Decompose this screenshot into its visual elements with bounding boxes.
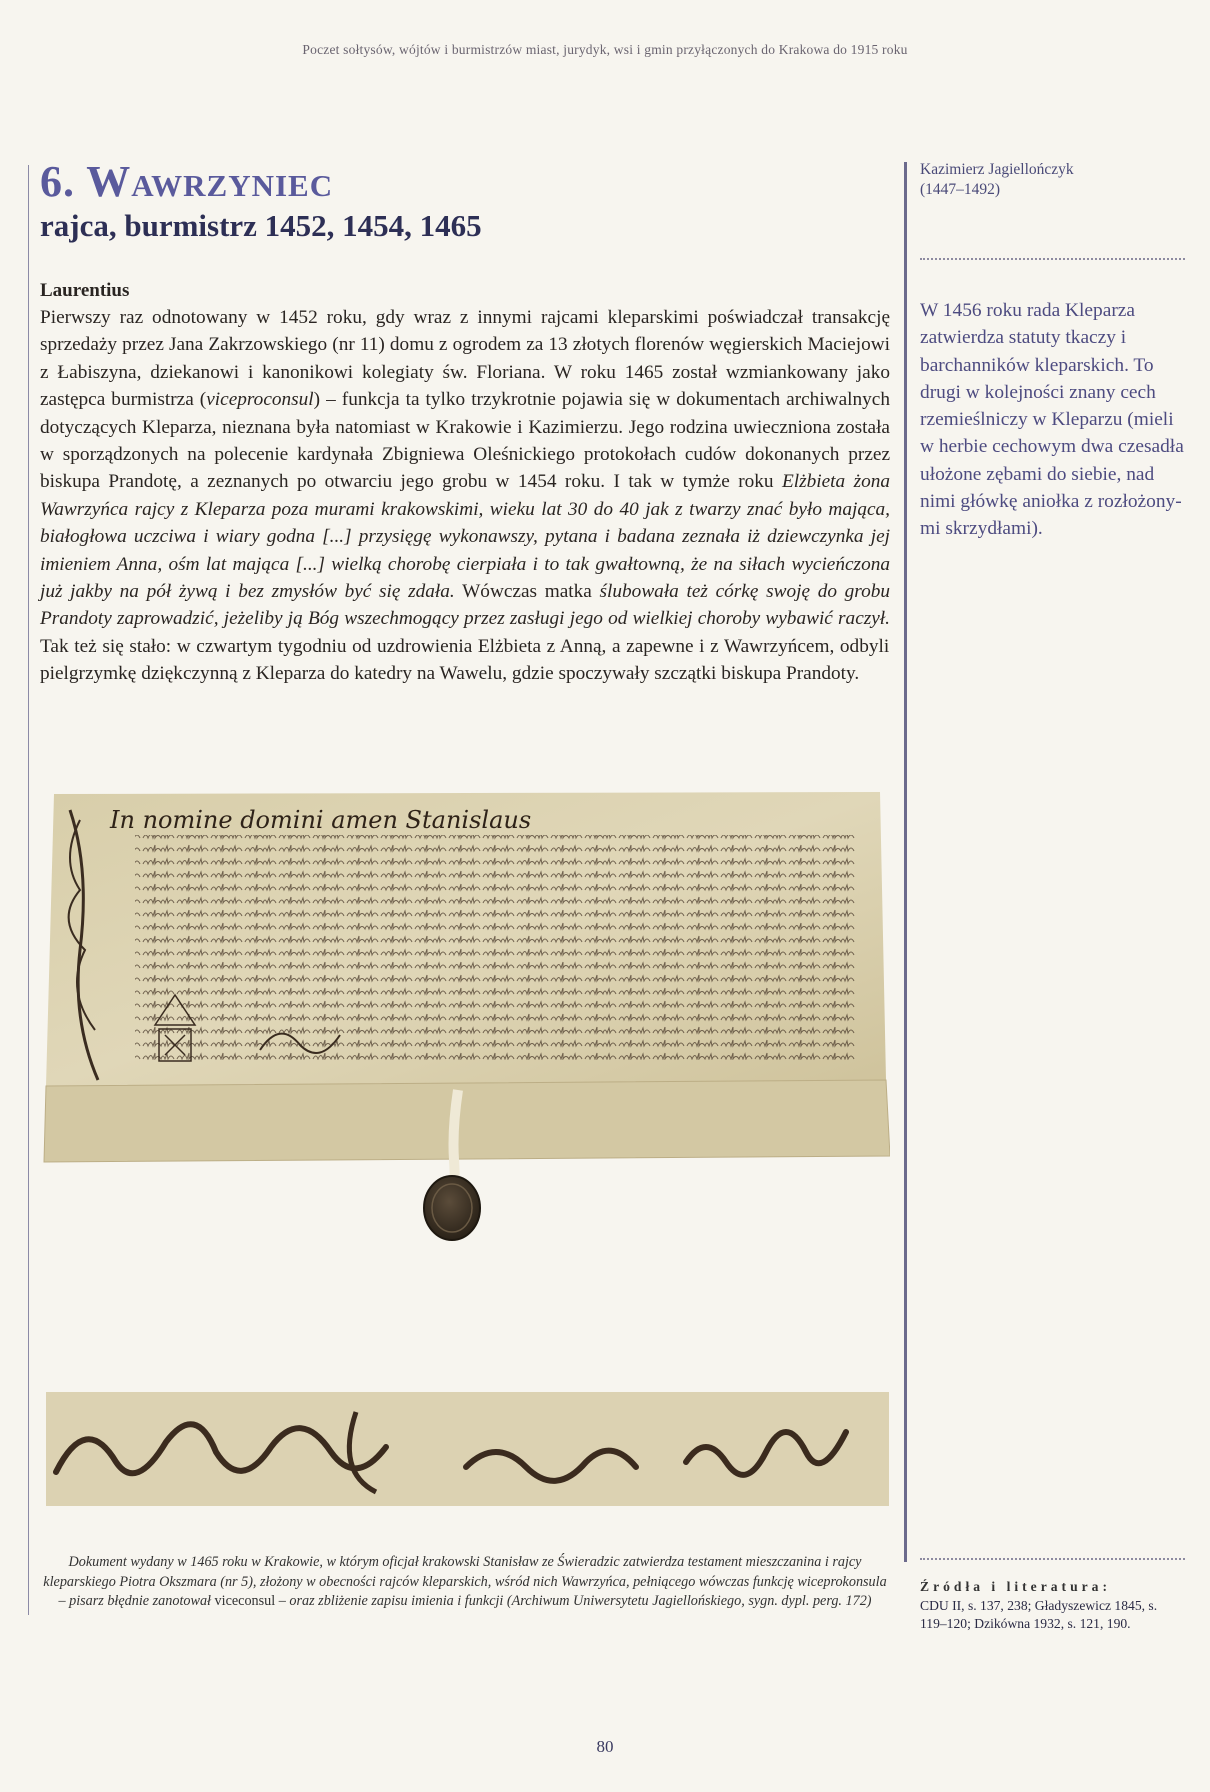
parchment-document-image (40, 790, 890, 1260)
ruler-info (920, 160, 1185, 200)
script-body-lines (135, 835, 855, 1060)
term-viceproconsul: viceproconsul (206, 389, 314, 411)
caption-part-1: Dokument wydany w 1465 roku w Krakowie, w którym oficjał krakowski Stanisław ze Świeradzic zatwierdza testament mieszczanina i rajcy kleparskiego Piotra Okszmara (nr 5), złożony w obecności rajców kleparskich, wśród nich Wawrzyńca, pełniącego wówczas funkcję wiceprokonsula – pisarz błędnie zanotował (43, 1554, 887, 1609)
article-body (40, 304, 890, 688)
heading-script: In nomine domini amen Stanislaus (110, 806, 532, 834)
sources-block (920, 1578, 1185, 1634)
ruler-years: (1447–1492) (920, 181, 1001, 198)
ruler-name: Kazimierz Jagiellończyk (920, 161, 1074, 178)
latin-name: Laurentius (40, 280, 130, 301)
vow-quote: ślubowała też córkę swoję do grobu Prandoty zaprowadzić, jeżeliby ją Bóg wszechmogący przez zasługi jego od wielkiej choroby wybawić raczył. (40, 581, 891, 630)
sources-text: CDU II, s. 137, 238; Gładyszewicz 1845, s. 119–120; Dzikówna 1932, s. 121, 190. (920, 1597, 1158, 1631)
sources-label: Źródła i literatura: (920, 1579, 1111, 1594)
parchment-fold (44, 1080, 890, 1162)
sidebar-column-rule (904, 162, 907, 1562)
body-part-3: Wówczas matka (454, 581, 600, 603)
sidebar-divider-sources (920, 1558, 1185, 1560)
body-part-4: Tak też się stało: w czwartym tygodniu od uzdrowienia Elżbieta z Anną, a zapewne i z Wawrzyńcem, odbyli pielgrzymkę dziękczynną z Kleparza do katedry na Wawelu, gdzie spoczywały szczątki biskupa Prandoty. (40, 635, 890, 685)
figure-caption (40, 1553, 890, 1612)
sidebar-note: W 1456 roku rada Kleparza zatwierdza statuty tkaczy i barchanników kleparskich. To drugi w kolejności znany cech rzemieślniczy w Kleparzu (mieli w herbie cechowym dwa czesadła ułożone zębami do siebie, nad nimi główkę aniołka z rozłożonymi skrzydłami). (920, 300, 1184, 540)
article-main (40, 158, 890, 688)
chapter-subtitle: rajca, burmistrz 1452, 1454, 1465 (40, 208, 482, 243)
sidebar-divider-top (920, 258, 1185, 260)
page-number: 80 (596, 1737, 614, 1756)
body-part-2: ) – funkcja ta tylko trzykrotnie pojawia się w dokumentach archiwalnych dotyczących Kleparza, nieznana była natomiast w Krakowie i Kazimierzu. Jego rodzina uwieczniona została w sporządzonych na polecenie kardynała Zbigniewa Oleśnickiego protokołach cudów dokonanych przez biskupa Prandotę, a zeznanych po otwarciu jego grobu w 1454 roku. I tak w tymże roku (40, 389, 891, 493)
caption-term: viceconsul (214, 1593, 276, 1609)
chapter-title: 6. Wawrzyniec (40, 157, 334, 206)
closeup-script-image (46, 1392, 889, 1506)
left-column-rule (28, 165, 29, 1615)
body-part-1: Pierwszy raz odnotowany w 1452 roku, gdy wraz z innymi rajcami kleparskimi poświadczał transakcję sprzedaży przez Jana Zakrzowskiego (nr 11) domu z ogrodem za 13 złotych florenów węgierskich Maciejowi z Łabiszyna, dziekanowi i kanonikowi kolegiaty św. Floriana. W roku 1465 został wzmiankowany jako zastępca burmistrza ( (40, 307, 890, 411)
caption-part-2: – oraz zbliżenie zapisu imienia i funkcji (Archiwum Uniwersytetu Jagiellońskiego, sygn. dypl. perg. 172) (275, 1593, 872, 1609)
running-head: Poczet sołtysów, wójtów i burmistrzów miast, jurydyk, wsi i gmin przyłączonych do Krakowa do 1915 roku (302, 42, 908, 57)
testimony-quote: Elżbieta żona Wawrzyńca rajcy z Kleparza poza murami krakowskimi, wieku lat 30 do 40 jak z twarzy znać było mająca, białogłowa uczciwa i wiary godna [...] przysięgę wykonawszy, pytana i badana zeznała iż dziewczynka jej imieniem Anna, ośm lat mająca [...] wielką chorobę cierpiała i to tak gwałtowną, że na siłach wycieńczona już jakby na pół żywą i bez zmysłów być się zdała. (40, 471, 891, 603)
